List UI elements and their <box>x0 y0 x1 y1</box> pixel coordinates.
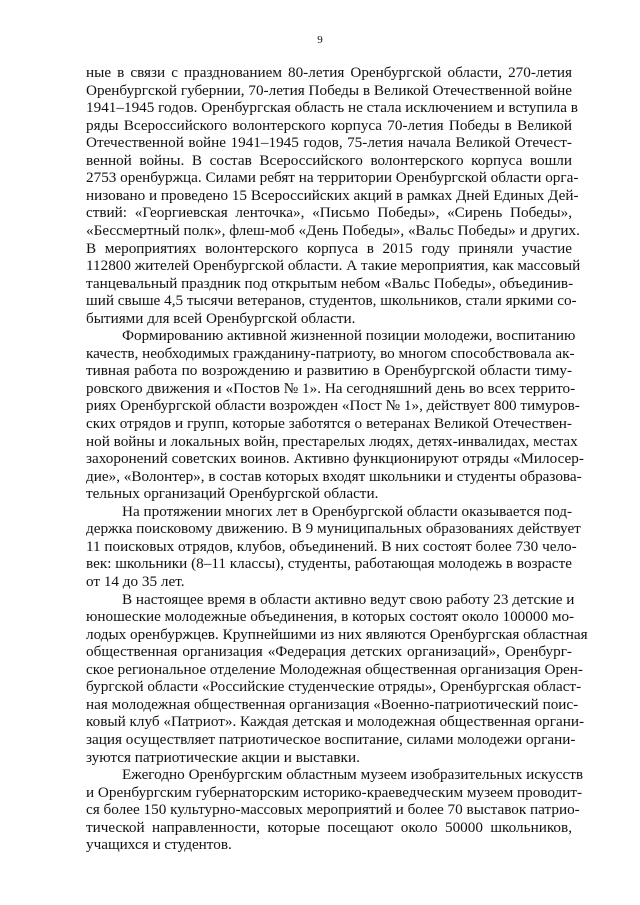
text-line: учащихся и студентов. <box>86 836 232 854</box>
text-line: Ежегодно Оренбургским областным музеем изобразительных искусств <box>122 766 584 783</box>
text-line: 2753 оренбуржца. Силами ребят на территории Оренбургской области орга- <box>86 169 579 187</box>
text-line: венной войны. В состав Всероссийского волонтерского корпуса вошли <box>86 151 572 169</box>
text-line: 11 поисковых отрядов, клубов, объединений. В них состоят более 730 чело- <box>86 537 577 555</box>
text-line: ских отрядов и групп, которые заботятся о ветеранах Великой Отечествен- <box>86 415 572 432</box>
text-line: общественная организация «Федерация детских организаций», Оренбург- <box>86 643 572 661</box>
text-line: ся более 150 культурно-массовых мероприятий и более 70 выставок патрио- <box>86 801 580 819</box>
text-line: ной войны и локальных войн, престарелых людях, детях-инвалидах, местах <box>86 432 578 450</box>
text-line: от 14 до 35 лет. <box>86 573 185 590</box>
text-line: Отечественной войне 1941–1945 годов, 75-летия начала Великой Отечест- <box>86 134 572 152</box>
text-line: В настоящее время в области активно ведут свою работу 23 детские и <box>122 590 575 608</box>
text-line: держка поисковому движению. В 9 муниципальных образованиях действует <box>86 520 581 538</box>
text-line: 1941–1945 годов. Оренбургская область не стала исключением и вступила в <box>86 99 578 117</box>
text-line: тивная работа по возрождению и развитию в Оренбургской области тиму- <box>86 362 572 380</box>
text-line: ствий: «Георгиевская ленточка», «Письмо Победы», «Сирень Победы», <box>86 204 572 222</box>
text-line: тической направленности, которые посещают около 50000 школьников, <box>86 818 572 836</box>
text-line: захоронений советских воинов. Активно функционируют отряды «Милосер- <box>86 450 584 468</box>
page-number: 9 <box>317 34 323 46</box>
text-line: дие», «Волонтер», в состав которых входят школьники и студенты образова- <box>86 467 582 485</box>
text-line: зуются патриотические акции и выставки. <box>86 748 360 766</box>
text-line: Оренбургской губернии, 70-летия Победы в Великой Отечественной войне <box>86 81 572 99</box>
text-line: тельных организаций Оренбургской области. <box>86 485 379 503</box>
text-line: 112800 жителей Оренбургской области. А такие мероприятия, как массовый <box>86 257 581 275</box>
text-line: лодых оренбуржцев. Крупнейшими из них являются Оренбургская областная <box>86 625 588 643</box>
text-line: ряды Всероссийского волонтерского корпуса 70-летия Победы в Великой <box>86 116 572 134</box>
text-line: качеств, необходимых гражданину-патриоту, во многом способствовала ак- <box>86 344 575 362</box>
text-line: век: школьники (8–11 классы), студенты, работающая молодежь в возрасте <box>86 555 572 573</box>
text-line: Формированию активной жизненной позиции молодежи, воспитанию <box>122 327 576 345</box>
text-line: бургской области «Российские студенческие отряды», Оренбургская област- <box>86 678 582 696</box>
text-line: ровского движения и «Постов № 1». На сегодняшний день во всех террито- <box>86 379 576 397</box>
text-line: низовано и проведено 15 Всероссийских акций в рамках Дней Единых Дей- <box>86 186 579 204</box>
text-line: ший свыше 4,5 тысячи ветеранов, студентов, школьников, стали яркими со- <box>86 292 577 310</box>
text-line: зация осуществляет патриотическое воспитание, силами молодежи органи- <box>86 730 576 748</box>
text-line: ское региональное отделение Молодежная общественная организация Орен- <box>86 660 583 678</box>
text-line: ные в связи с празднованием 80-летия Оренбургской области, 270-летия <box>86 64 572 81</box>
text-line: риях Оренбургской области возрожден «Пост № 1», действует 800 тимуров- <box>86 397 580 415</box>
text-line: ковый клуб «Патриот». Каждая детская и молодежная общественная органи- <box>86 713 585 731</box>
text-line: «Бессмертный полк», флеш-моб «День Победы», «Вальс Победы» и других. <box>86 222 580 239</box>
text-line: танцевальный праздник под открытым небом «Вальс Победы», объединив- <box>86 274 574 292</box>
text-line: ная молодежная общественная организация «Военно-патриотический поис- <box>86 695 579 713</box>
text-line: бытиями для всей Оренбургской области. <box>86 309 356 327</box>
text-line: На протяжении многих лет в Оренбургской области оказывается под- <box>122 502 573 520</box>
text-line: В мероприятиях волонтерского корпуса в 2015 году приняли участие <box>86 239 572 257</box>
text-line: юношеские молодежные объединения, в которых состоят около 100000 мо- <box>86 608 575 626</box>
text-line: и Оренбургским губернаторским историко-краеведческим музеем проводит- <box>86 783 583 801</box>
